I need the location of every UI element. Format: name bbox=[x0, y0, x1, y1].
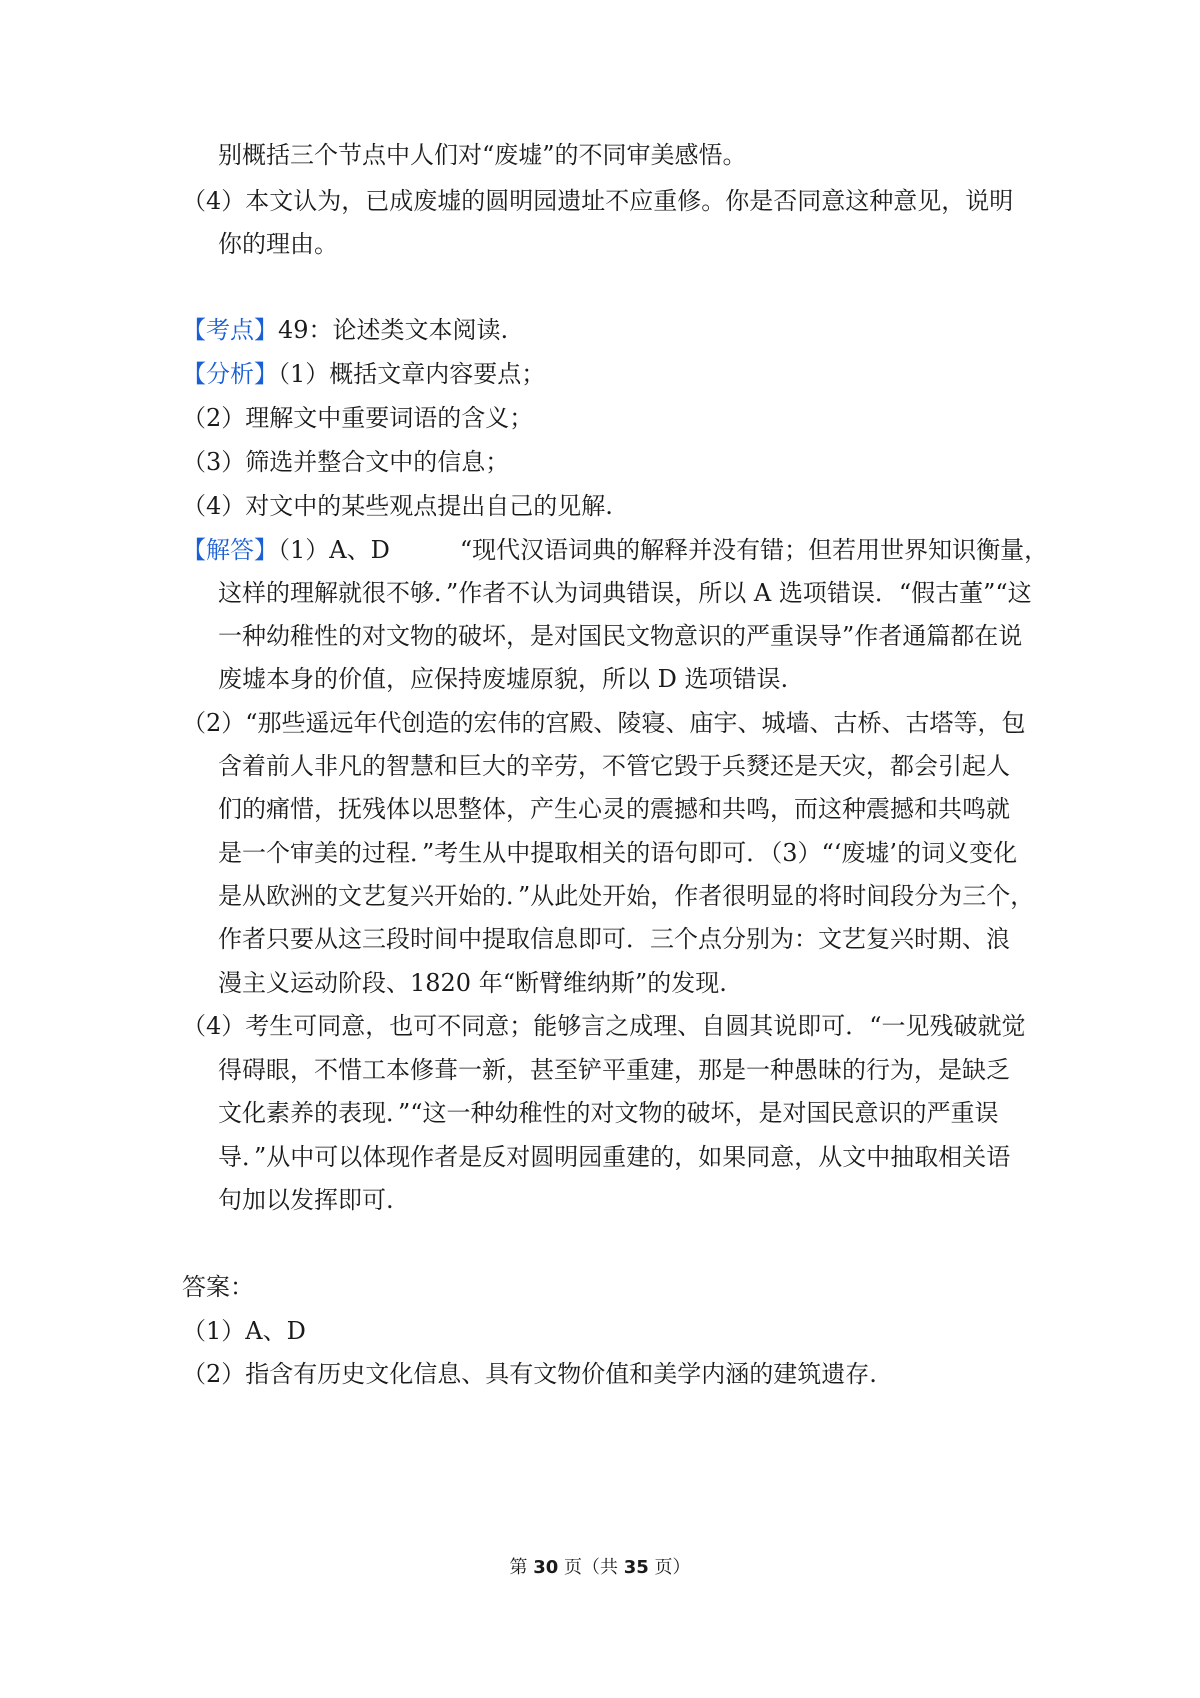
jieda-label: 【解答】 bbox=[182, 536, 278, 564]
fenxi-item-3: （3）筛选并整合文中的信息； bbox=[182, 448, 510, 476]
jieda-p4-line-2: 得碍眼，不惜工本修葺一新，甚至铲平重建，那是一种愚昧的行为，是缺乏 bbox=[218, 1056, 1010, 1084]
fenxi-label: 【分析】 bbox=[182, 360, 278, 388]
jieda-p2-line-3: 们的痛惜，抚残体以思整体，产生心灵的震撼和共鸣，而这种震撼和共鸣就 bbox=[218, 795, 1010, 823]
jieda-p2-line-6: 作者只要从这三段时间中提取信息即可．三个点分别为：文艺复兴时期、浪 bbox=[218, 925, 1010, 953]
page-footer bbox=[0, 1556, 1200, 1580]
answer-1: （1）A、D bbox=[182, 1317, 306, 1345]
jieda-p2-line-4: 是一个审美的过程．”考生从中提取相关的语句即可．（3）“‘废墟’的词义变化 bbox=[218, 839, 1018, 867]
jieda-p4-line-5: 句加以发挥即可. bbox=[218, 1186, 394, 1214]
kaodian-text: 49：论述类文本阅读. bbox=[278, 316, 509, 344]
q3-tail: 别概括三个节点中人们对“废墟”的不同审美感悟。 bbox=[218, 141, 747, 169]
jieda-p1-line-2: 这样的理解就很不够．”作者不认为词典错误，所以 A 选项错误．“假古董”“这 bbox=[218, 579, 1032, 607]
footer-prefix: 第 bbox=[509, 1557, 534, 1578]
kaodian-label: 【考点】 bbox=[182, 316, 278, 344]
jieda-p1-line-4: 废墟本身的价值，应保持废墟原貌，所以 D 选项错误. bbox=[218, 665, 789, 693]
fenxi-item-2: （2）理解文中重要词语的含义； bbox=[182, 404, 534, 432]
footer-page-number: 30 bbox=[533, 1557, 559, 1578]
footer-middle: 页（共 bbox=[558, 1557, 624, 1578]
footer-suffix: 页） bbox=[648, 1557, 691, 1578]
fenxi-item-1: （1）概括文章内容要点； bbox=[278, 360, 546, 388]
fenxi-item-4: （4）对文中的某些观点提出自己的见解. bbox=[182, 492, 613, 520]
answer-heading: 答案： bbox=[182, 1273, 254, 1301]
footer-total-pages: 35 bbox=[623, 1557, 649, 1578]
jieda-p2-line-2: 含着前人非凡的智慧和巨大的辛劳，不管它毁于兵燹还是天灾，都会引起人 bbox=[218, 752, 1010, 780]
jieda-p4-line-1: （4）考生可同意，也可不同意；能够言之成理、自圆其说即可．“一见残破就觉 bbox=[182, 1012, 1026, 1040]
fenxi-line bbox=[182, 359, 1022, 389]
jieda-p4-line-3: 文化素养的表现．”“这一种幼稚性的对文物的破坏，是对国民意识的严重误 bbox=[218, 1099, 999, 1127]
jieda-p1-line-1: “现代汉语词典的解释并没有错；但若用世界知识衡量， bbox=[459, 536, 1049, 564]
kaodian-line bbox=[182, 315, 1022, 345]
jieda-p2-line-1: （2）“那些遥远年代创造的宏伟的宫殿、陵寝、庙宇、城墙、古桥、古塔等，包 bbox=[182, 709, 1026, 737]
jieda-p2-line-5: 是从欧洲的文艺复兴开始的．”从此处开始，作者很明显的将时间段分为三个， bbox=[218, 882, 1035, 910]
jieda-p1-line-3: 一种幼稚性的对文物的破坏，是对国民文物意识的严重误导”作者通篇都在说 bbox=[218, 622, 1023, 650]
jieda-line bbox=[182, 535, 1049, 565]
q4-line-1: （4）本文认为，已成废墟的圆明园遗址不应重修。你是否同意这种意见，说明 bbox=[182, 187, 1014, 215]
q4-line-2: 你的理由。 bbox=[218, 230, 338, 258]
jieda-p4-line-4: 导．”从中可以体现作者是反对圆明园重建的，如果同意，从文中抽取相关语 bbox=[218, 1143, 1011, 1171]
jieda-p1-head: （1）A、D bbox=[278, 536, 390, 564]
answer-2: （2）指含有历史文化信息、具有文物价值和美学内涵的建筑遗存. bbox=[182, 1360, 877, 1388]
jieda-p2-line-7: 漫主义运动阶段、1820 年“断臂维纳斯”的发现. bbox=[218, 969, 727, 997]
